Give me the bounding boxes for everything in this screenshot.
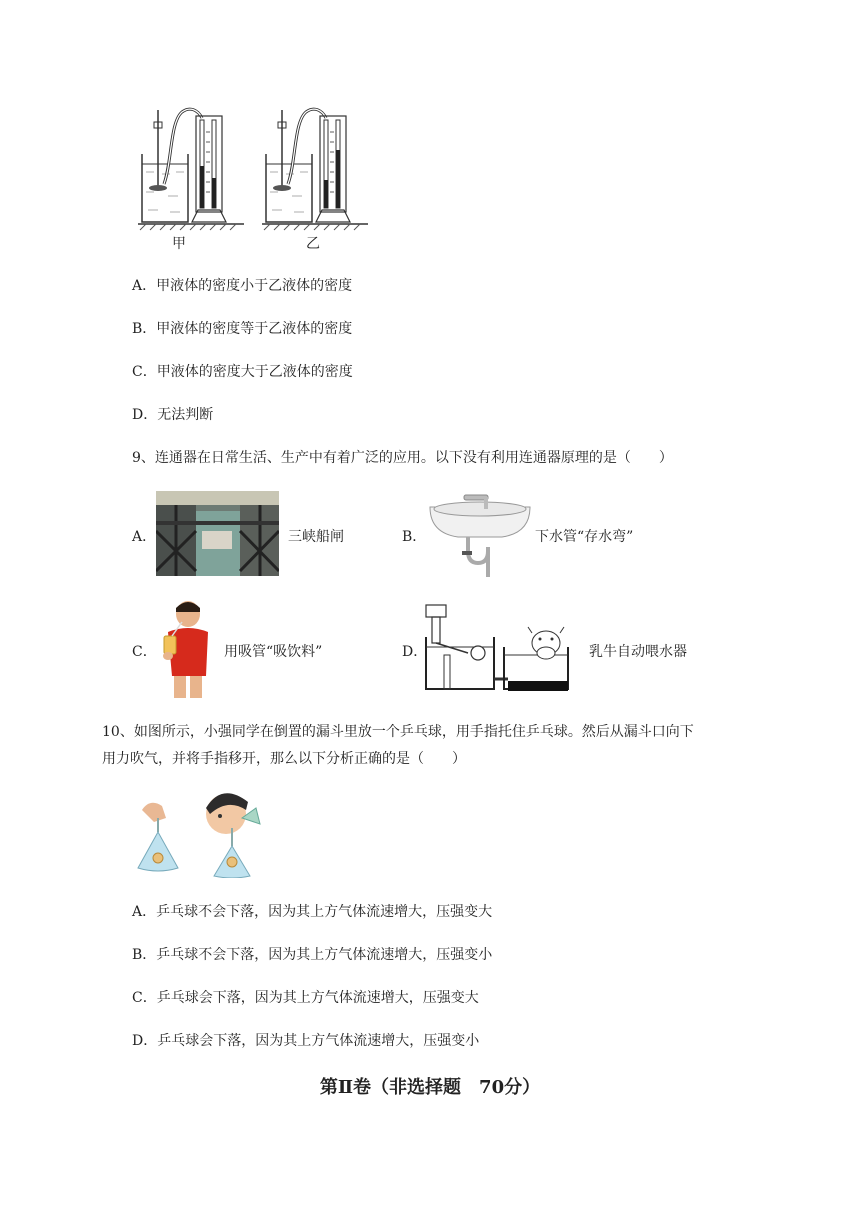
cattle-waterer-diagram — [424, 603, 572, 695]
q9-option-b-letter: B． — [402, 529, 427, 545]
fig-label-yi: 乙 — [306, 236, 320, 252]
q8-option-a: A．甲液体的密度小于乙液体的密度 — [132, 278, 353, 294]
apparatus-jia — [138, 109, 244, 230]
apparatus-yi — [262, 109, 368, 230]
fig-label-jia: 甲 — [172, 236, 186, 252]
sink-trap-illustration — [428, 493, 532, 579]
funnel-pingpong-illustration — [132, 788, 270, 878]
q9-option-c-caption: 用吸管“吸饮料” — [224, 644, 323, 660]
q8-apparatus-figure — [132, 102, 372, 254]
q9-option-c-letter: C． — [132, 644, 157, 660]
boy-drinking-photo — [158, 600, 214, 700]
section-title: 第Ⅱ卷（非选择题 70分） — [319, 1077, 541, 1098]
q8-option-b: B．甲液体的密度等于乙液体的密度 — [132, 321, 353, 337]
q10-stem-line2: 用力吹气，并将手指移开，那么以下分析正确的是（ ） — [102, 751, 466, 767]
q10-option-b: B．乒乓球不会下落，因为其上方气体流速增大，压强变小 — [132, 947, 493, 963]
q10-option-a: A．乒乓球不会下落，因为其上方气体流速增大，压强变大 — [132, 904, 493, 920]
ship-lock-photo — [156, 491, 279, 576]
q9-option-d-letter: D． — [402, 644, 428, 660]
q9-option-b-caption: 下水管“存水弯” — [535, 529, 634, 545]
q10-option-d: D．乒乓球会下落，因为其上方气体流速增大，压强变小 — [132, 1033, 480, 1049]
q9-option-a-caption: 三峡船闸 — [288, 529, 344, 545]
q10-stem-line1: 10、如图所示，小强同学在倒置的漏斗里放一个乒乓球，用手指托住乒乓球。然后从漏斗口向下 — [102, 724, 694, 740]
q8-option-d: D．无法判断 — [132, 407, 214, 423]
q8-option-c: C．甲液体的密度大于乙液体的密度 — [132, 364, 353, 380]
q10-option-c: C．乒乓球会下落，因为其上方气体流速增大，压强变大 — [132, 990, 479, 1006]
q9-option-d-caption: 乳牛自动喂水器 — [589, 644, 687, 660]
q9-option-a-letter: A． — [132, 529, 157, 545]
q9-stem: 9、连通器在日常生活、生产中有着广泛的应用。以下没有利用连通器原理的是（ ） — [132, 450, 673, 466]
